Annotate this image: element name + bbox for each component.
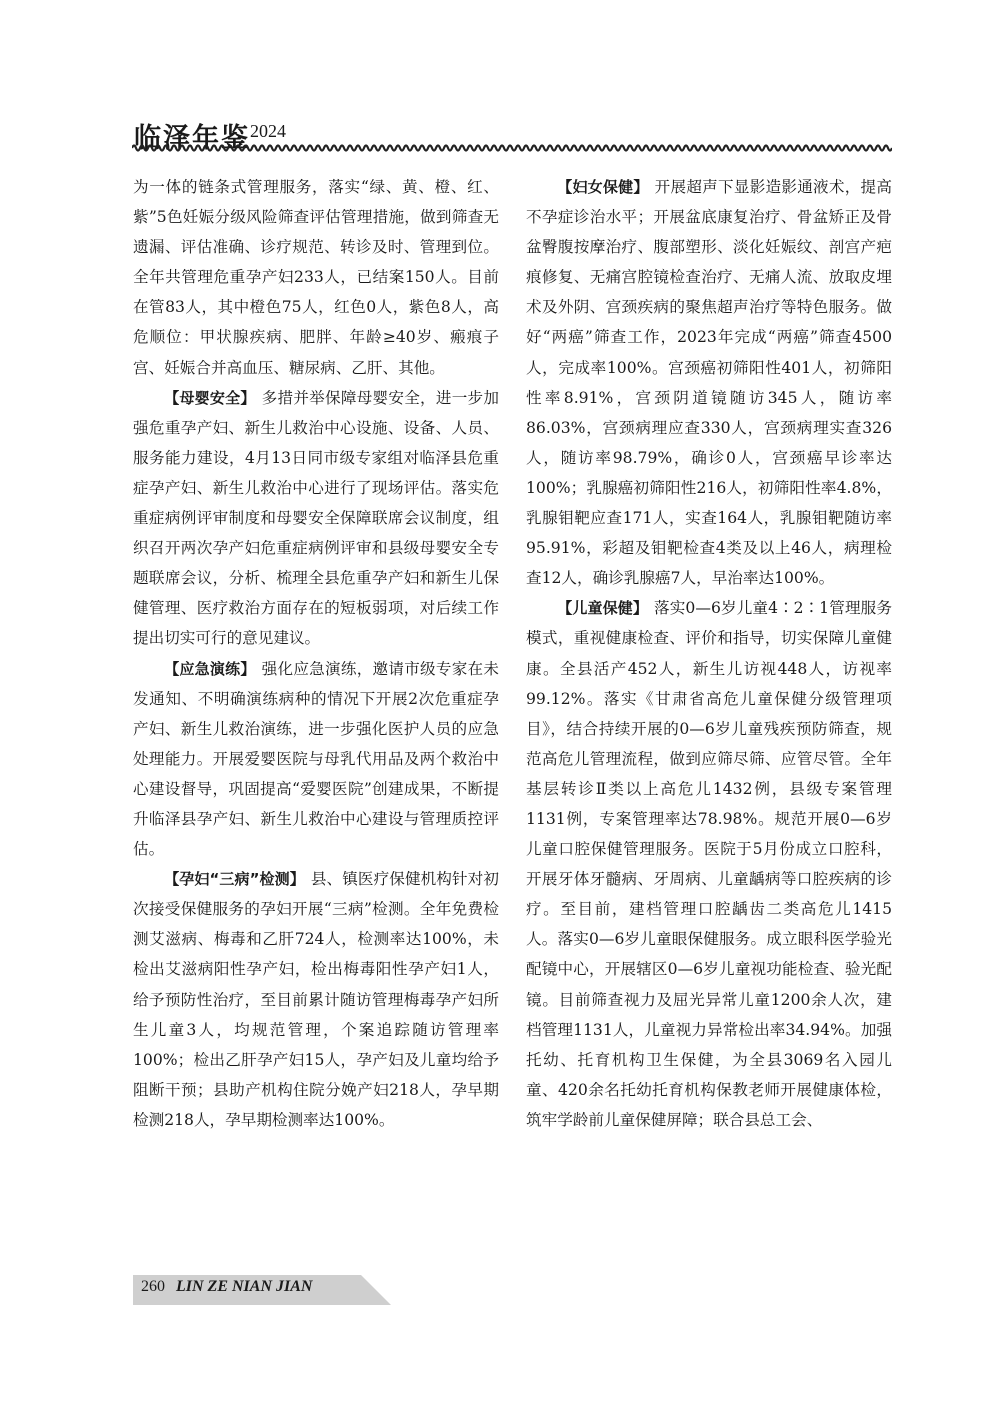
section-women-health [526,172,892,593]
section-body: 多措并举保障母婴安全，进一步加强危重孕产妇、新生儿救治中心设施、设备、人员、服务能力建设，4月13日同市级专家组对临泽县危重症孕产妇、新生儿救治中心进行了现场评估。落实危重症病例评审制度和母婴安全保障联席会议制度，组织召开两次孕产妇危重症病例评审和县级母婴安全专题联席会议，分析、梳理全县危重孕产妇和新生儿保健管理、医疗救治方面存在的短板弱项，对后续工作提出切实可行的意见建议。 [133,388,499,648]
section-heading: 【 儿童保健 】 [557,599,654,617]
section-heading: 【 应急演练 】 [164,660,261,678]
section-child-health [526,593,892,1135]
section-body: 开展超声下显影造影通液术，提高不孕症诊治水平；开展盆底康复治疗、骨盆矫正及骨盆臀腹按摩治疗、腹部塑形、淡化妊娠纹、剖宫产疤痕修复、无痛宫腔镜检查治疗、无痛人流、放取皮埋术及外阴、宫颈疾病的聚焦超声治疗等特色服务。做好“两癌”筛查工作，2023年完成“两癌”筛查4500人，完成率100%。宫颈癌初筛阳性401人，初筛阳性率8.91%，宫颈阴道镜随访345人，随访率86.03%，宫颈病理应查330人，宫颈病理实查326人，随访率98.79%，确诊0人，宫颈癌早诊率达100%；乳腺癌初筛阳性216人，初筛阳性率4.8%，乳腺钼靶应查171人，实查164人，乳腺钼靶随访率95.91%，彩超及钼靶检查4类及以上46人，病理检查12人，确诊乳腺癌7人，早治率达100%。 [526,178,892,588]
header-wave-rule [132,142,892,154]
section-maternal-infant-safety [133,383,499,654]
section-body: 县、镇医疗保健机构针对初次接受保健服务的孕妇开展“三病”检测。全年免费检测艾滋病、梅毒和乙肝724人，检测率达100%，未检出艾滋病阳性孕产妇，检出梅毒阳性孕产妇1人，给予预防性治疗，至目前累计随访管理梅毒孕产妇所生儿童3人，均规范管理，个案追踪随访管理率100%；检出乙肝孕产妇15人，孕产妇及儿童均给予阻断干预；县助产机构住院分娩产妇218人，孕早期检测218人，孕早期检测率达100%。 [133,870,499,1129]
running-header [132,112,892,152]
section-heading: 【 母婴安全 】 [164,389,261,407]
yearbook-title: 临泽年鉴 [134,123,250,154]
section-emergency-drill [133,654,499,865]
paragraph-continued: 为一体的链条式管理服务，落实“绿、黄、橙、红、紫”5色妊娠分级风险筛查评估管理措施，做到筛查无遗漏、评估准确、诊疗规范、转诊及时、管理到位。全年共管理危重孕产妇233人，已结案150人。目前在管83人，其中橙色75人，红色0人，紫色8人，高危顺位：甲状腺疾病、肥胖、年龄≥40岁、瘢痕子宫、妊娠合并高血压、糖尿病、乙肝、其他。 [133,178,499,377]
section-heading: 【 孕妇“三病”检测 】 [164,870,311,888]
section-body: 强化应急演练，邀请市级专家在未发通知、不明确演练病种的情况下开展2次危重症孕产妇、新生儿救治演练，进一步强化医护人员的应急处理能力。开展爱婴医院与母乳代用品及两个救治中心建设督导，巩固提高“爱婴医院”创建成果，不断提升临泽县孕产妇、新生儿救治中心建设与管理质控评估。 [133,659,499,859]
right-column [526,172,892,1135]
section-three-disease-testing [133,864,499,1135]
section-heading: 【 妇女保健 】 [557,178,654,196]
running-footer [133,1275,393,1305]
yearbook-year: 2024 [250,121,286,141]
page-number: 260 [141,1278,165,1295]
left-column [133,172,499,1135]
publication-name: LIN ZE NIAN JIAN [176,1278,313,1295]
section-body: 落实0—6岁儿童4∶2∶1管理服务模式，重视健康检查、评价和指导，切实保障儿童健康。全县活产452人，新生儿访视448人，访视率99.12%。落实《甘肃省高危儿童保健分级管理项目》，结合持续开展的0—6岁儿童残疾预防筛查，规范高危儿管理流程，做到应筛尽筛、应管尽管。全年基层转诊Ⅱ类以上高危儿1432例，县级专案管理1131例，专案管理率达78.98%。规范开展0—6岁儿童口腔保健管理服务。医院于5月份成立口腔科，开展牙体牙髓病、牙周病、儿童龋病等口腔疾病的诊疗。至目前，建档管理口腔龋齿二类高危儿1415人。落实0—6岁儿童眼保健服务。成立眼科医学验光配镜中心，开展辖区0—6岁儿童视功能检查、验光配镜。目前筛查视力及屈光异常儿童1200余人次，建档管理1131人，儿童视力异常检出率34.94%。加强托幼、托育机构卫生保健，为全县3069名入园儿童、420余名托幼托育机构保教老师开展健康体检，筑牢学龄前儿童保健屏障；联合县总工会、 [526,599,892,1129]
